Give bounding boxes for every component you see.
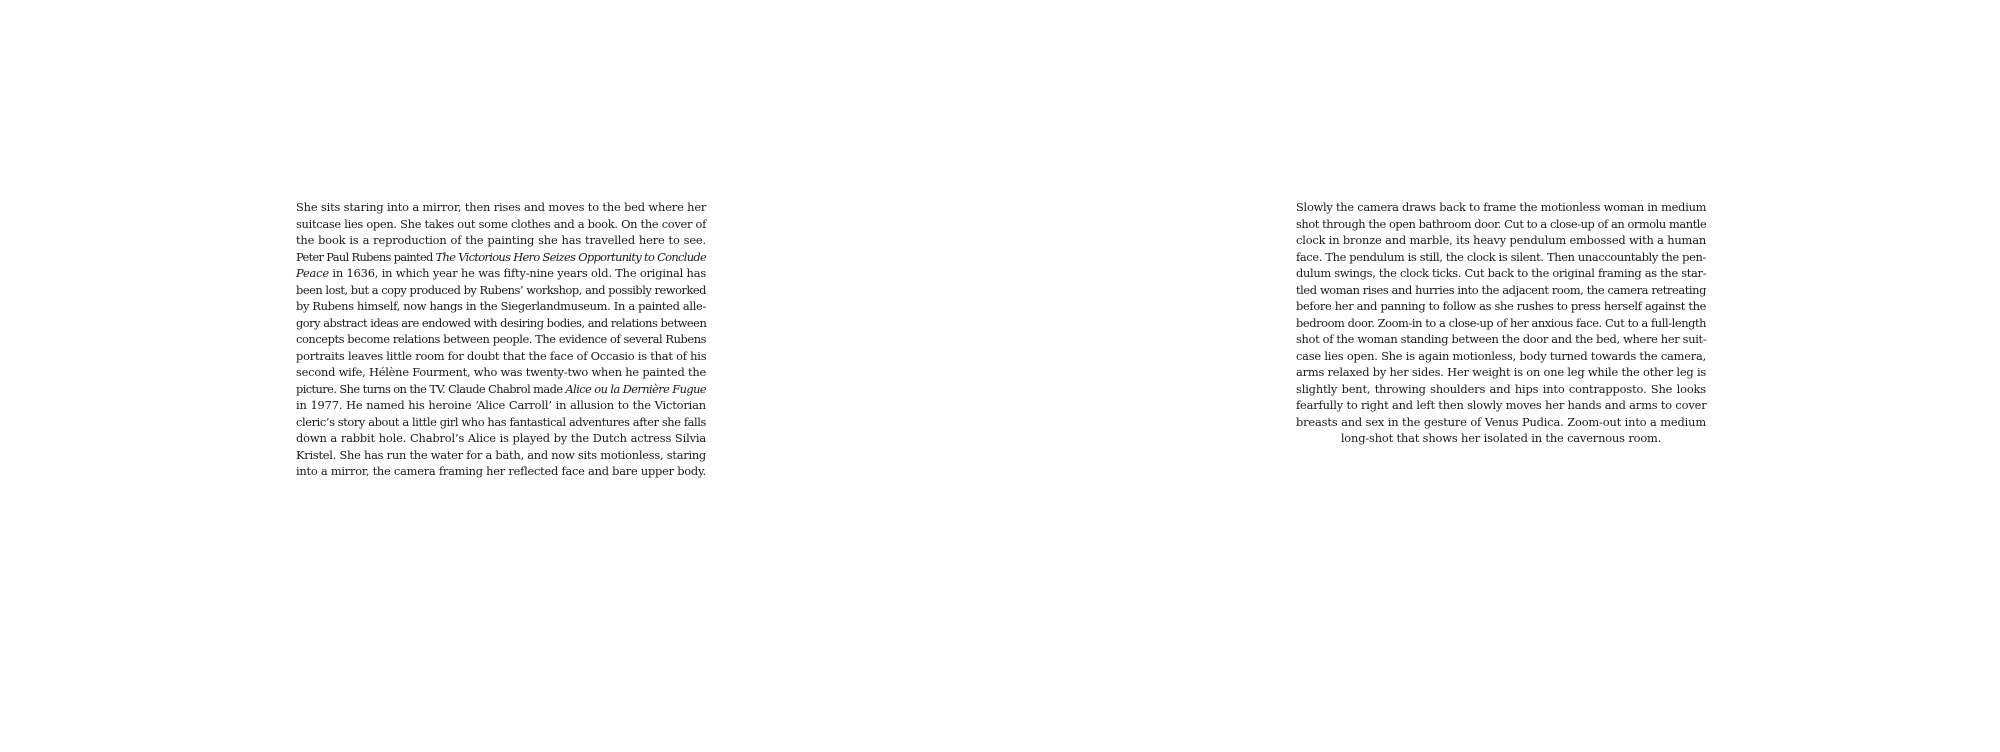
text-line [1296, 430, 1706, 447]
text-segment: long-shot that shows her isolated in the cavernous room. [1340, 431, 1662, 445]
right-page-text [1296, 199, 1706, 447]
italic-title: The Victorious Hero Seizes Opportunity to Conclude [435, 249, 707, 264]
text-segment: arms relaxed by her sides. Her weight is on one leg while the other leg is [1296, 365, 1707, 379]
text-line [1296, 298, 1706, 315]
text-segment: Kristel. She has run the water for a bath, and now sits motionless, staring [296, 447, 706, 462]
text-line [296, 216, 706, 233]
text-segment: second wife, Hélène Fourment, who was twenty-two when he painted the [296, 365, 706, 379]
text-segment: gory abstract ideas are endowed with desiring bodies, and relations between [296, 315, 707, 330]
text-segment: in 1977. He named his heroine ‘Alice Carroll’ in allusion to the Victorian [296, 398, 706, 412]
text-line [296, 315, 706, 332]
text-segment: the book is a reproduction of the painting she has travelled here to see. [296, 233, 706, 247]
text-line [296, 430, 706, 447]
text-line [1296, 331, 1706, 348]
text-line [1296, 381, 1706, 398]
text-line [1296, 249, 1706, 266]
text-line [296, 381, 706, 398]
text-segment: Slowly the camera draws back to frame the motionless woman in medium [1296, 200, 1707, 214]
text-segment: Peter Paul Rubens painted [296, 249, 436, 264]
text-line [1296, 265, 1706, 282]
text-line [296, 463, 706, 480]
text-segment: dulum swings, the clock ticks. Cut back to the original framing as the star- [1296, 266, 1707, 280]
text-segment: clock in bronze and marble, its heavy pendulum embossed with a human [1296, 233, 1706, 247]
text-segment: shot through the open bathroom door. Cut to a close-up of an ormolu mantle [1296, 216, 1707, 231]
text-segment: case lies open. She is again motionless, body turned towards the camera, [1296, 348, 1706, 363]
text-segment: before her and panning to follow as she rushes to press herself against the [1296, 299, 1707, 313]
text-segment: shot of the woman standing between the door and the bed, where her suit- [1296, 332, 1707, 346]
text-line [296, 282, 706, 299]
left-page-text [296, 199, 706, 480]
text-segment: suitcase lies open. She takes out some clothes and a book. On the cover of [296, 216, 706, 231]
text-line [296, 232, 706, 249]
text-segment: face. The pendulum is still, the clock is silent. Then unaccountably the pen- [1296, 249, 1706, 264]
text-segment: breasts and sex in the gesture of Venus Pudica. Zoom-out into a medium [1296, 414, 1706, 429]
text-line [1296, 414, 1706, 431]
text-line [1296, 348, 1706, 365]
text-line [296, 199, 706, 216]
text-segment: cleric’s story about a little girl who has fantastical adventures after she falls [296, 414, 706, 429]
italic-title: Peace [296, 266, 329, 280]
text-line [296, 447, 706, 464]
text-line [296, 414, 706, 431]
text-line [296, 364, 706, 381]
text-segment: tled woman rises and hurries into the adjacent room, the camera retreating [1296, 282, 1706, 297]
text-segment: slightly bent, throwing shoulders and hips into contrapposto. She looks [1296, 381, 1706, 396]
text-segment: bedroom door. Zoom-in to a close-up of her anxious face. Cut to a full-length [1296, 315, 1707, 330]
text-line [1296, 397, 1706, 414]
italic-title: Alice ou la Dernière Fugue [565, 381, 706, 396]
text-line [296, 348, 706, 365]
text-segment: concepts become relations between people. The evidence of several Rubens [296, 332, 707, 346]
text-line [1296, 216, 1706, 233]
text-segment: been lost, but a copy produced by Rubens’ workshop, and possibly reworked [296, 282, 706, 297]
text-line [296, 298, 706, 315]
text-line [1296, 364, 1706, 381]
text-segment: portraits leaves little room for doubt that the face of Occasio is that of his [296, 348, 707, 363]
text-segment: fearfully to right and left then slowly moves her hands and arms to cover [1296, 398, 1707, 412]
text-segment: into a mirror, the camera framing her reflected face and bare upper body. [296, 464, 707, 478]
text-line [296, 331, 706, 348]
text-line [296, 397, 706, 414]
text-segment: She sits staring into a mirror, then rises and moves to the bed where her [296, 200, 707, 214]
text-segment: down a rabbit hole. Chabrol’s Alice is played by the Dutch actress Silvia [296, 431, 706, 445]
text-segment: picture. She turns on the TV. Claude Chabrol made [296, 381, 566, 396]
text-line [1296, 315, 1706, 332]
text-segment: in 1636, in which year he was fifty-nine years old. The original has [328, 266, 706, 280]
text-line [296, 265, 706, 282]
text-segment: by Rubens himself, now hangs in the Siegerlandmuseum. In a painted alle- [296, 299, 706, 313]
text-line [296, 249, 706, 266]
text-line [1296, 282, 1706, 299]
text-line [1296, 199, 1706, 216]
text-line [1296, 232, 1706, 249]
